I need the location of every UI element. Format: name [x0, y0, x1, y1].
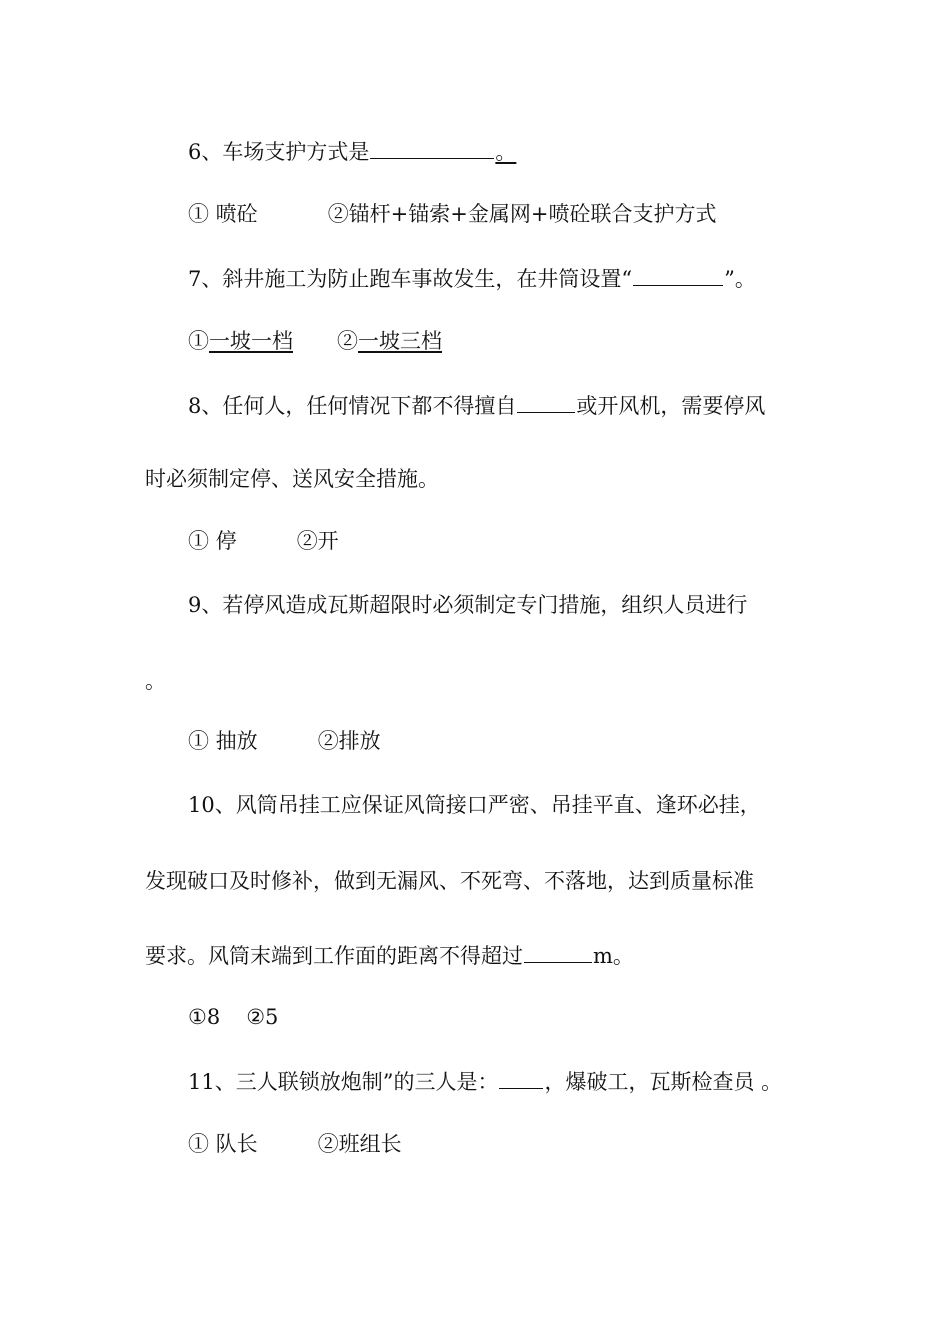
question-10-options: [0, 1002, 950, 1032]
question-9-stem: 9、若停风造成瓦斯超限时必须制定专门措施，组织人员进行: [188, 593, 748, 617]
option-2: ②5: [246, 1005, 279, 1029]
option-2: ②开: [296, 529, 339, 553]
option-2-mark: ②: [337, 329, 358, 353]
answer-blank: [370, 136, 494, 159]
question-11-stem: 11、三人联锁放炮制”的三人是： ，爆破工，瓦斯检查员 。: [0, 1066, 950, 1096]
option-1: ①8: [188, 1005, 221, 1029]
question-6-stem: 6、车场支护方式是 。: [0, 136, 950, 166]
question-8-options: [0, 526, 950, 556]
option-2: ②班组长: [317, 1132, 402, 1156]
question-9-stem-line2: 。: [145, 669, 166, 693]
question-7-stem: 7、斜井施工为防止跑车事故发生，在井筒设置“ ”。: [0, 263, 950, 293]
answer-blank: [524, 940, 592, 963]
answer-blank: [517, 390, 575, 413]
option-2: ②排放: [317, 729, 381, 753]
question-8-stem-line2: 时必须制定停、送风安全措施。: [145, 467, 439, 491]
question-10-stem-line2: 发现破口及时修补，做到无漏风、不死弯、不落地，达到质量标准: [145, 869, 754, 893]
option-2-text: 一坡三档: [358, 329, 442, 353]
option-2: ②锚杆+锚索+金属网+喷砼联合支护方式: [327, 202, 717, 226]
question-7-options: [0, 326, 950, 356]
option-1: ① 停: [188, 529, 237, 553]
question-8-stem: 8、任何人，任何情况下都不得擅自 或开风机，需要停风: [0, 390, 950, 420]
option-1: ① 抽放: [188, 729, 258, 753]
question-10-stem: 10、风筒吊挂工应保证风筒接口严密、吊挂平直、逢环必挂，: [188, 793, 761, 817]
question-6-options: [0, 199, 950, 229]
option-1-mark: ①: [188, 329, 209, 353]
answer-blank: [633, 263, 723, 286]
question-11-options: [0, 1129, 950, 1159]
option-1: ① 队长: [188, 1132, 258, 1156]
question-9-options: [0, 726, 950, 756]
option-1: ① 喷砼: [188, 202, 258, 226]
question-10-stem-line3: 要求。风筒末端到工作面的距离不得超过 m。: [0, 940, 950, 970]
answer-blank: [499, 1066, 543, 1089]
option-1-text: 一坡一档: [209, 329, 293, 353]
